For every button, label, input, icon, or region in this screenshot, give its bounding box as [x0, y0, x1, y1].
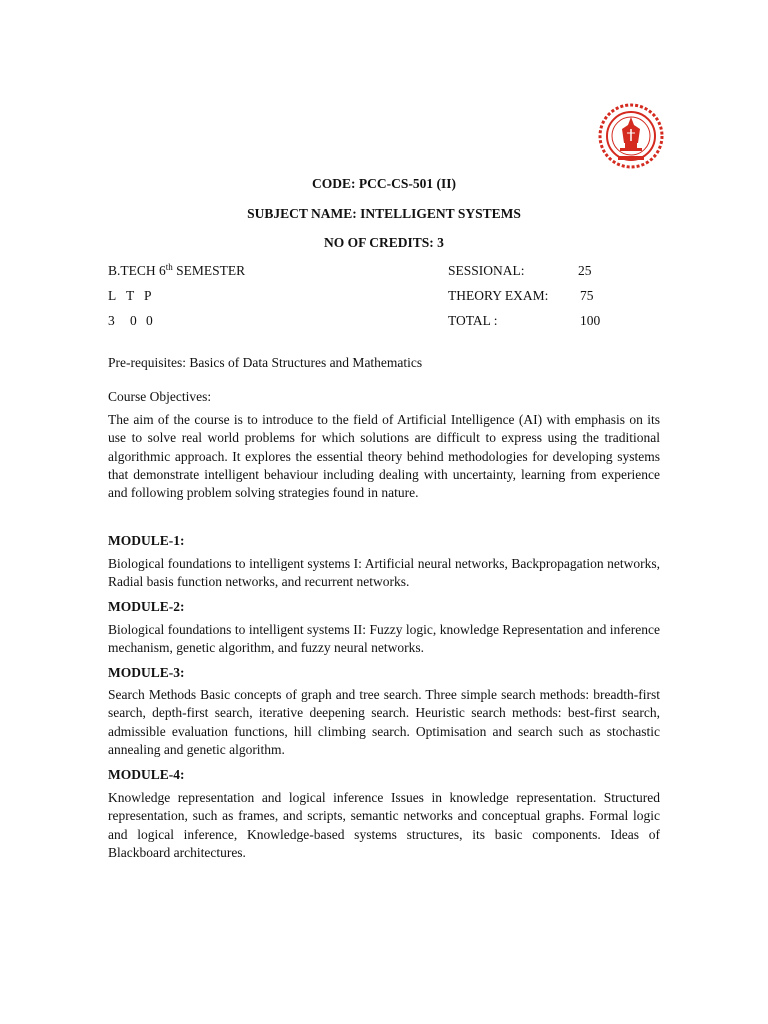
prerequisites: Pre-requisites: Basics of Data Structures and Mathematics: [108, 355, 423, 370]
module-2-text: Biological foundations to intelligent systems II: Fuzzy logic, knowledge Representation and inference mechanism, genetic algorithm, and fuzzy neural networks.: [108, 622, 660, 656]
subject-name: SUBJECT NAME: INTELLIGENT SYSTEMS: [247, 206, 521, 221]
theory-value: 75: [580, 288, 594, 303]
ltp-values: 3 0 0: [108, 313, 153, 328]
credits: NO OF CREDITS: 3: [324, 235, 444, 250]
total-value: 100: [580, 313, 601, 328]
module-1-text: Biological foundations to intelligent systems I: Artificial neural networks, Backpropagation networks, Radial basis function networks, and recurrent networks.: [108, 556, 660, 590]
module-4-title: MODULE-4:: [108, 767, 185, 782]
university-seal-icon: [598, 103, 664, 169]
objectives-text: The aim of the course is to introduce to the field of Artificial Intelligence (AI) with emphasis on its use to solve real world problems for which solutions are difficult to express using the traditional algorithmic approach. It explores the essential theory behind methodologies for developing systems that demonstrate intelligent behaviour including dealing with uncertainty, learning from experience and following problem solving strategies found in nature.: [108, 412, 660, 501]
objectives-heading: Course Objectives:: [108, 389, 212, 404]
module-3-title: MODULE-3:: [108, 665, 185, 680]
module-2-title: MODULE-2:: [108, 599, 185, 614]
module-3-text: Search Methods Basic concepts of graph and tree search. Three simple search methods: breadth-first search, depth-first search, iterative deepening search. Heuristic search methods: best-first search, admissible evaluation functions, hill climbing search. Optimisation and search such as stochastic annealing and genetic algorithm.: [108, 687, 660, 757]
theory-label: THEORY EXAM:: [448, 288, 549, 303]
module-4-text: Knowledge representation and logical inference Issues in knowledge representation. Structured representation, such as frames, and scripts, semantic networks and conceptual graphs. Formal logic and logical inference, Knowledge-based systems structures, its basic components. Ideas of Blackboard architectures.: [108, 790, 660, 860]
sessional-label: SESSIONAL:: [448, 263, 525, 278]
module-1-title: MODULE-1:: [108, 533, 185, 548]
sessional-value: 25: [578, 263, 592, 278]
semester: B.TECH 6th SEMESTER: [108, 262, 246, 278]
total-label: TOTAL :: [448, 313, 498, 328]
course-code: CODE: PCC-CS-501 (II): [312, 176, 456, 191]
ltp-labels: L T P: [108, 288, 152, 303]
